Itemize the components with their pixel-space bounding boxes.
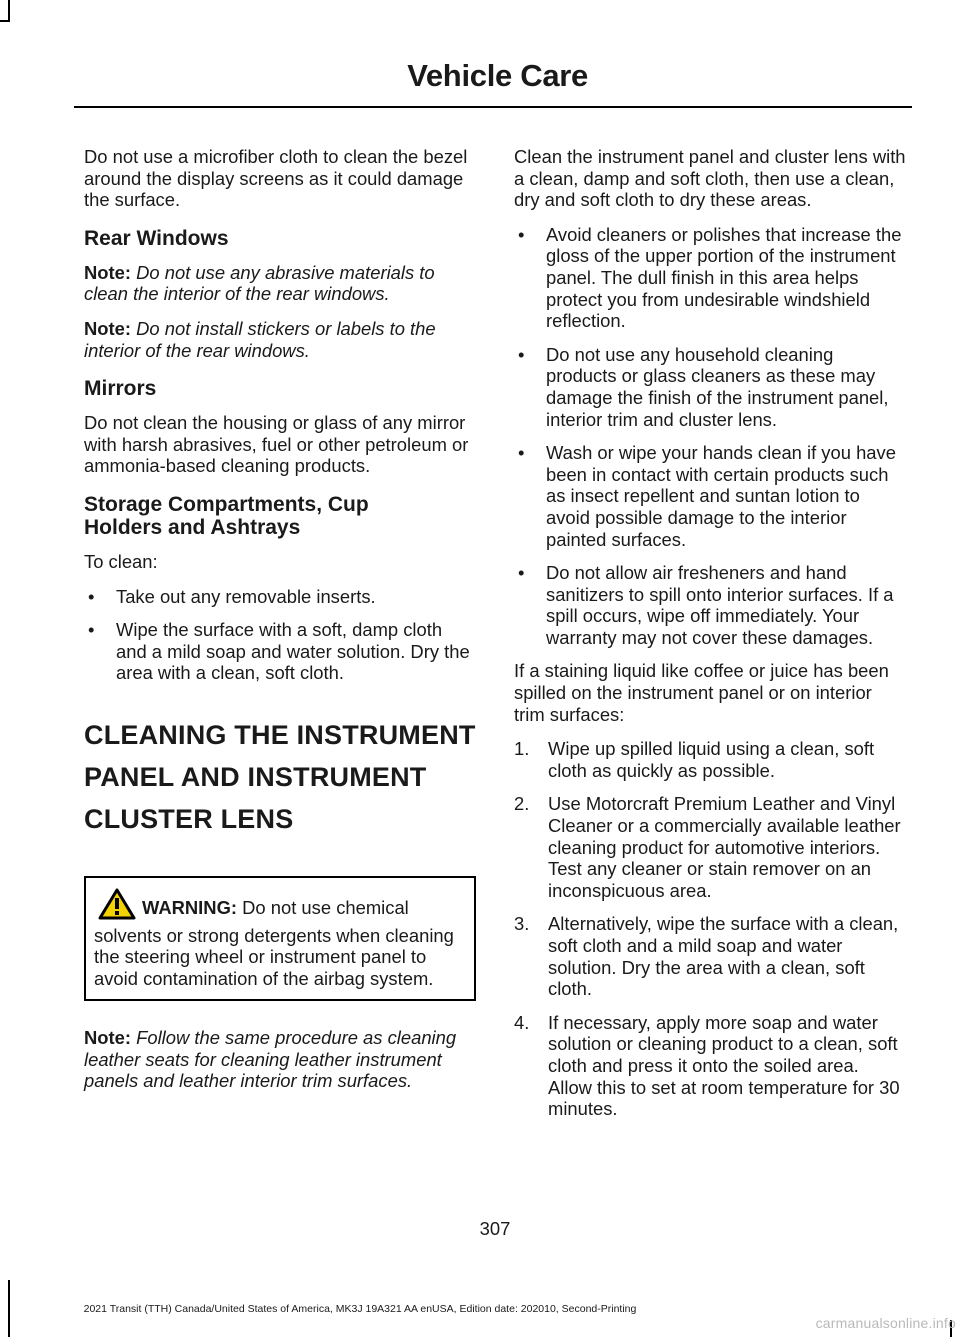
bezel-paragraph: Do not use a microfiber cloth to clean the bezel around the display screens as it could damage the surface. [84, 146, 468, 211]
step-number: 4. [514, 1011, 530, 1033]
warning-triangle-icon [98, 888, 136, 925]
note [84, 318, 476, 361]
step-number: 3. [514, 913, 530, 935]
note [84, 1027, 476, 1092]
note-label: Note: [84, 261, 131, 283]
step-text: Alternatively, wipe the surface with a clean, soft cloth and a mild soap and water solution. Dry the area with a clean, soft cloth. [548, 913, 899, 1000]
list-item-text: Avoid cleaners or polishes that increase the gloss of the upper portion of the instrument panel. The dull finish in this area helps protect you from undesirable windshield reflection. [546, 223, 902, 332]
list-item [514, 1012, 906, 1120]
section-heading-line: CLUSTER LENS [84, 803, 294, 834]
list-item [514, 738, 906, 781]
list-item [514, 562, 906, 648]
watermark: carmanualsonline.info [815, 1315, 956, 1331]
storage-bullet-list [84, 586, 476, 684]
note-label: Note: [84, 1027, 131, 1049]
section-heading-line: PANEL AND INSTRUMENT [84, 761, 427, 792]
rear-windows-heading: Rear Windows [84, 226, 229, 250]
note [84, 262, 476, 305]
page-header-title: Vehicle Care [407, 58, 588, 93]
list-item [514, 913, 906, 999]
warning-label: WARNING: [142, 896, 238, 918]
cluster-cleaning-paragraph: Clean the instrument panel and cluster lens with a clean, damp and soft cloth, then use a clean, dry and soft cloth to dry these areas. [514, 146, 906, 211]
list-item [514, 344, 906, 430]
list-item-text: Take out any removable inserts. [116, 585, 376, 607]
note-text: Follow the same procedure as cleaning leather seats for cleaning leather instrument panels and leather interior trim surfaces. [84, 1027, 457, 1092]
bullet-glyph: • [518, 562, 525, 584]
page-number: 307 [479, 1218, 511, 1239]
list-item [514, 224, 906, 332]
crop-mark [0, 20, 10, 22]
step-text: If necessary, apply more soap and water solution or cleaning product to a clean, soft cloth and press it onto the soiled area. Allow this to set at room temperature for 30 minutes. [548, 1011, 900, 1120]
bullet-glyph: • [518, 343, 525, 365]
list-item [84, 586, 476, 608]
step-text: Wipe up spilled liquid using a clean, soft cloth as quickly as possible. [548, 738, 875, 781]
list-item-text: Do not use any household cleaning products or glass cleaners as these may damage the finish of the instrument panel, interior trim and cluster lens. [546, 343, 889, 430]
list-item [514, 442, 906, 550]
precaution-bullet-list [514, 224, 906, 649]
bullet-glyph: • [518, 223, 525, 245]
warning-text: Do not use chemical solvents or strong detergents when cleaning the steering wheel or instrument panel to avoid contamination of the airbag system. [94, 896, 454, 989]
section-heading-line: CLEANING THE INSTRUMENT [84, 719, 476, 750]
header-divider [74, 106, 912, 108]
step-number: 2. [514, 793, 530, 815]
storage-heading: Storage Compartments, Cup Holders and Ashtrays [84, 492, 369, 539]
list-item-text: Do not allow air fresheners and hand sanitizers to spill onto interior surfaces. If a spill occurs, wipe off immediately. Your warranty may not cover these damages. [546, 562, 894, 648]
list-item-text: Wash or wipe your hands clean if you have been in contact with certain products such as insect repellent and suntan lotion to avoid possible damage to the interior painted surfaces. [546, 442, 896, 550]
storage-lead: To clean: [84, 550, 158, 572]
list-item-text: Wipe the surface with a soft, damp cloth and a mild soap and water solution. Dry the area with a clean, soft cloth. [116, 619, 470, 684]
spill-intro-paragraph: If a staining liquid like coffee or juice has been spilled on the instrument panel or on interior trim surfaces: [514, 660, 889, 725]
bullet-glyph: • [88, 585, 95, 607]
note-text: Do not install stickers or labels to the interior of the rear windows. [84, 317, 436, 361]
warning-box [84, 876, 476, 1001]
mirrors-heading: Mirrors [84, 377, 157, 401]
bullet-glyph: • [88, 619, 95, 641]
note-text: Do not use any abrasive materials to clean the interior of the rear windows. [84, 261, 435, 305]
footer-edition-text: 2021 Transit (TTH) Canada/United States of America, MK3J 19A321 AA enUSA, Edition date: 202010, Second-Printing [83, 1303, 637, 1315]
spill-steps-list [514, 738, 906, 1120]
left-column [84, 146, 476, 1105]
step-text: Use Motorcraft Premium Leather and Vinyl Cleaner or a commercially available leather cleaning product for automotive interiors. Test any cleaner or stain remover on an inconspicuous area. [548, 793, 901, 901]
step-number: 1. [514, 738, 530, 760]
section-heading [84, 714, 476, 840]
list-item [514, 793, 906, 901]
crop-mark [8, 0, 10, 20]
note-label: Note: [84, 317, 131, 339]
list-item [84, 619, 476, 684]
mirrors-paragraph: Do not clean the housing or glass of any mirror with harsh abrasives, fuel or other petroleum or ammonia-based cleaning products. [84, 412, 469, 477]
bullet-glyph: • [518, 442, 525, 464]
right-column [514, 146, 906, 1132]
